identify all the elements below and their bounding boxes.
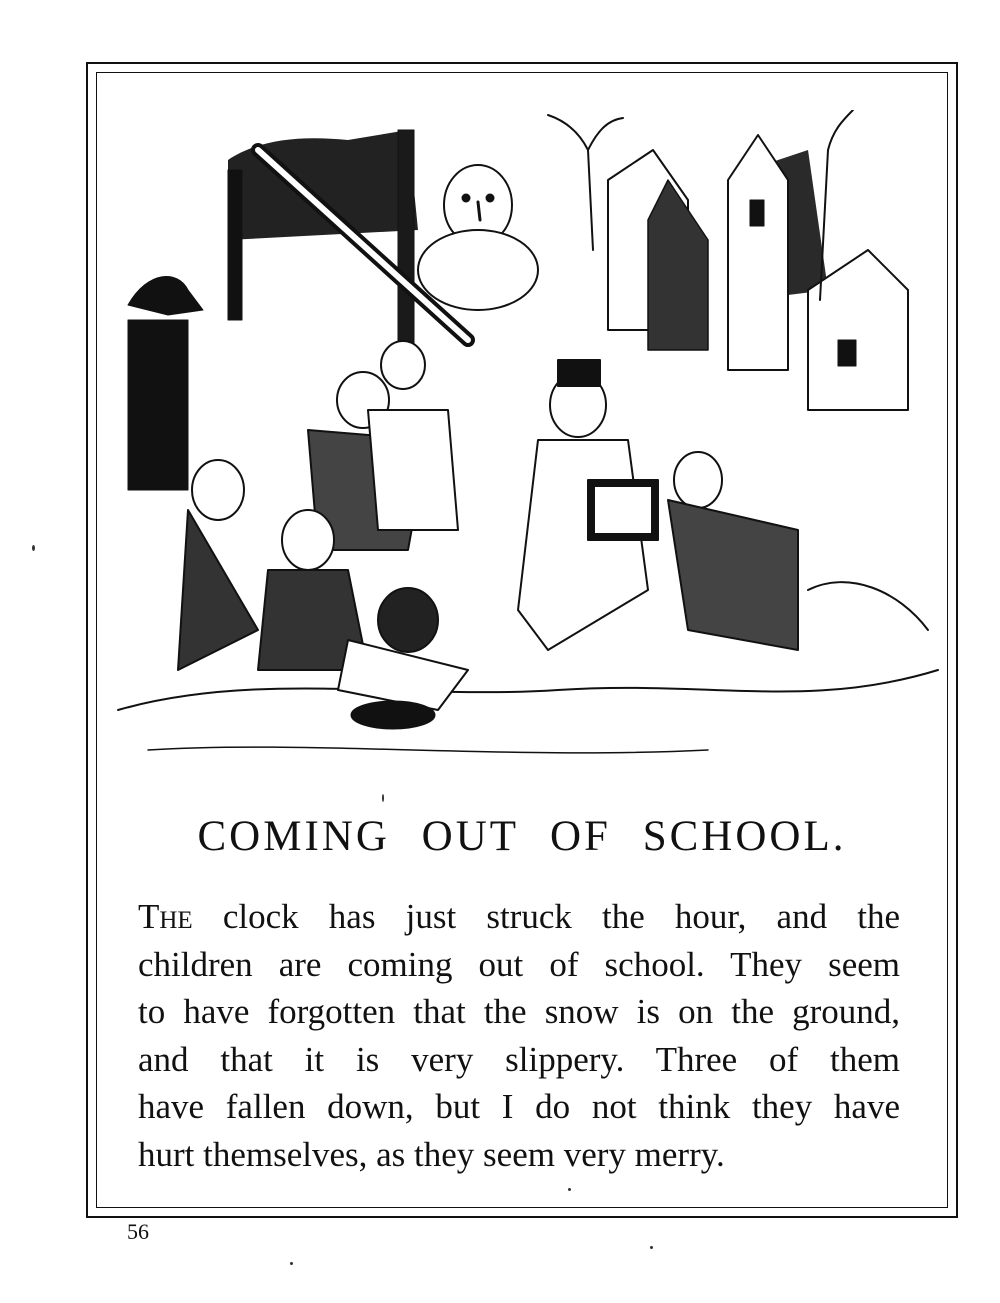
paragraph-line-text: clock has just struck the hour, and the — [192, 897, 900, 936]
paragraph-line: to have forgotten that the snow is on the ground, — [138, 992, 900, 1032]
print-speck — [650, 1246, 653, 1249]
print-speck — [32, 545, 35, 551]
page-title: COMING OUT OF SCHOOL. — [197, 813, 847, 860]
paragraph-line: hurt themselves, as they seem very merry. — [138, 1134, 725, 1174]
snowy-schoolyard-illustration — [108, 110, 948, 790]
paragraph-lead-word: The — [138, 897, 193, 936]
print-speck — [382, 794, 384, 802]
story-paragraph — [138, 893, 900, 1179]
print-speck — [568, 1188, 571, 1191]
print-speck — [290, 1262, 293, 1265]
paragraph-line: and that it is very slippery. Three of them — [138, 1039, 900, 1079]
paragraph-line — [138, 893, 900, 941]
paragraph-line: children are coming out of school. They seem — [138, 944, 900, 984]
page-number: 56 — [127, 1219, 149, 1244]
paragraph-line: have fallen down, but I do not think they have — [138, 1087, 900, 1127]
